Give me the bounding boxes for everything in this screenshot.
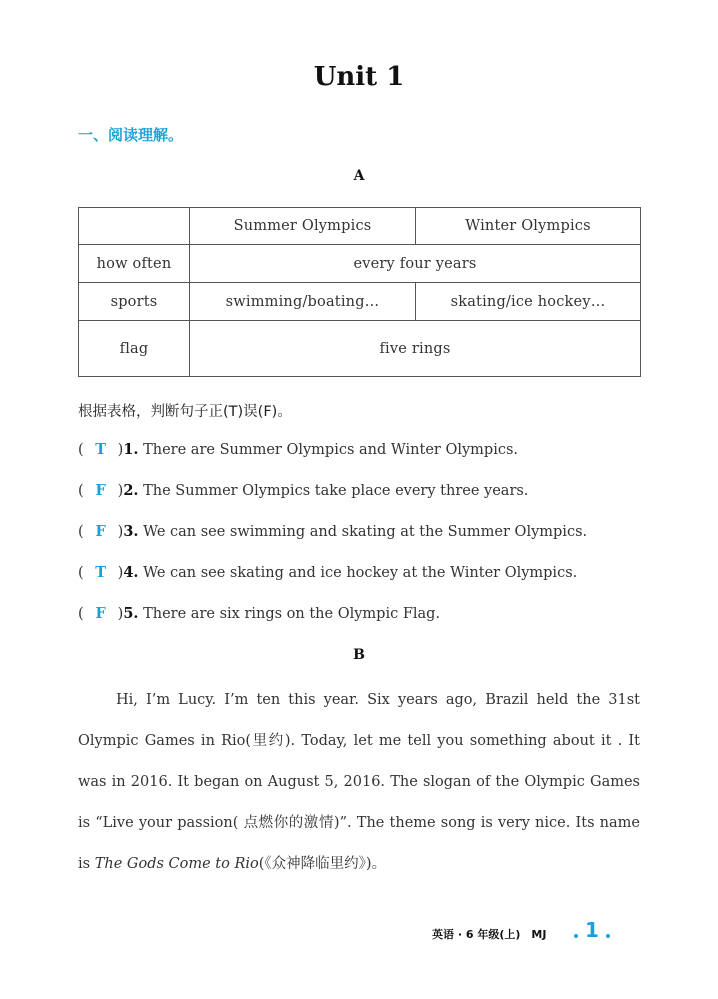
instruction: 根据表格，判断句子正(T)误(F)。 bbox=[78, 404, 292, 420]
answer: T bbox=[95, 441, 107, 458]
question-text: We can see skating and ice hockey at the Winter Olympics. bbox=[143, 565, 578, 581]
question-number: 3. bbox=[123, 523, 139, 540]
question-1: ( T )1. There are Summer Olympics and Winter Olympics. bbox=[78, 441, 519, 458]
page-number: 1 bbox=[585, 918, 599, 942]
table-header-cell: Summer Olympics bbox=[190, 208, 416, 245]
question-4: ( T )4. We can see skating and ice hockey at the Winter Olympics. bbox=[78, 564, 578, 581]
table-header-cell: Winter Olympics bbox=[416, 208, 641, 245]
olympics-table bbox=[78, 207, 641, 377]
question-number: 1. bbox=[123, 441, 139, 458]
footer-subject: 英语 · 6 年级(上) MJ bbox=[432, 928, 547, 941]
table-cell: every four years bbox=[190, 245, 641, 283]
table-cell: skating/ice hockey… bbox=[416, 283, 641, 321]
table-header-row bbox=[79, 208, 641, 245]
question-number: 5. bbox=[123, 605, 139, 622]
table-row bbox=[79, 245, 641, 283]
row-label: sports bbox=[79, 283, 190, 321]
answer: F bbox=[95, 523, 106, 540]
answer: T bbox=[95, 564, 107, 581]
question-5: ( F )5. There are six rings on the Olympic Flag. bbox=[78, 605, 441, 622]
passage-text: Hi, I’m Lucy. I’m ten this year. Six years ago, Brazil held the 31st Olympic Games in Rio(里约). Today, let me tell you something about it . It was in 2016. It began on August 5, 2016. The slogan of the Olympic Games is “Live your passion( 点燃你的激情)”. The theme song is very nice. Its name is bbox=[78, 692, 640, 872]
question-number: 2. bbox=[123, 482, 139, 499]
question-text: The Summer Olympics take place every three years. bbox=[143, 483, 529, 499]
part-b-label: B bbox=[353, 647, 365, 663]
answer: F bbox=[95, 482, 106, 499]
row-label: how often bbox=[79, 245, 190, 283]
question-text: There are six rings on the Olympic Flag. bbox=[143, 606, 441, 622]
page-dot-icon bbox=[606, 934, 610, 938]
question-number: 4. bbox=[123, 564, 139, 581]
table-cell: swimming/boating… bbox=[190, 283, 416, 321]
row-label: flag bbox=[79, 321, 190, 377]
table-row bbox=[79, 283, 641, 321]
question-2: ( F )2. The Summer Olympics take place every three years. bbox=[78, 482, 529, 499]
reading-passage bbox=[78, 680, 640, 885]
table-cell: five rings bbox=[190, 321, 641, 377]
page-dot-icon bbox=[574, 934, 578, 938]
question-text: There are Summer Olympics and Winter Olympics. bbox=[143, 442, 519, 458]
section-heading: 一、阅读理解。 bbox=[78, 126, 184, 144]
answer: F bbox=[95, 605, 106, 622]
table-row bbox=[79, 321, 641, 377]
table-header-cell bbox=[79, 208, 190, 245]
question-text: We can see swimming and skating at the Summer Olympics. bbox=[143, 524, 588, 540]
song-title: The Gods Come to Rio bbox=[94, 856, 259, 872]
passage-text-end: (《众神降临里约》)。 bbox=[258, 856, 387, 872]
page-title: Unit 1 bbox=[313, 62, 405, 92]
part-a-label: A bbox=[353, 168, 365, 184]
question-3: ( F )3. We can see swimming and skating at the Summer Olympics. bbox=[78, 523, 588, 540]
